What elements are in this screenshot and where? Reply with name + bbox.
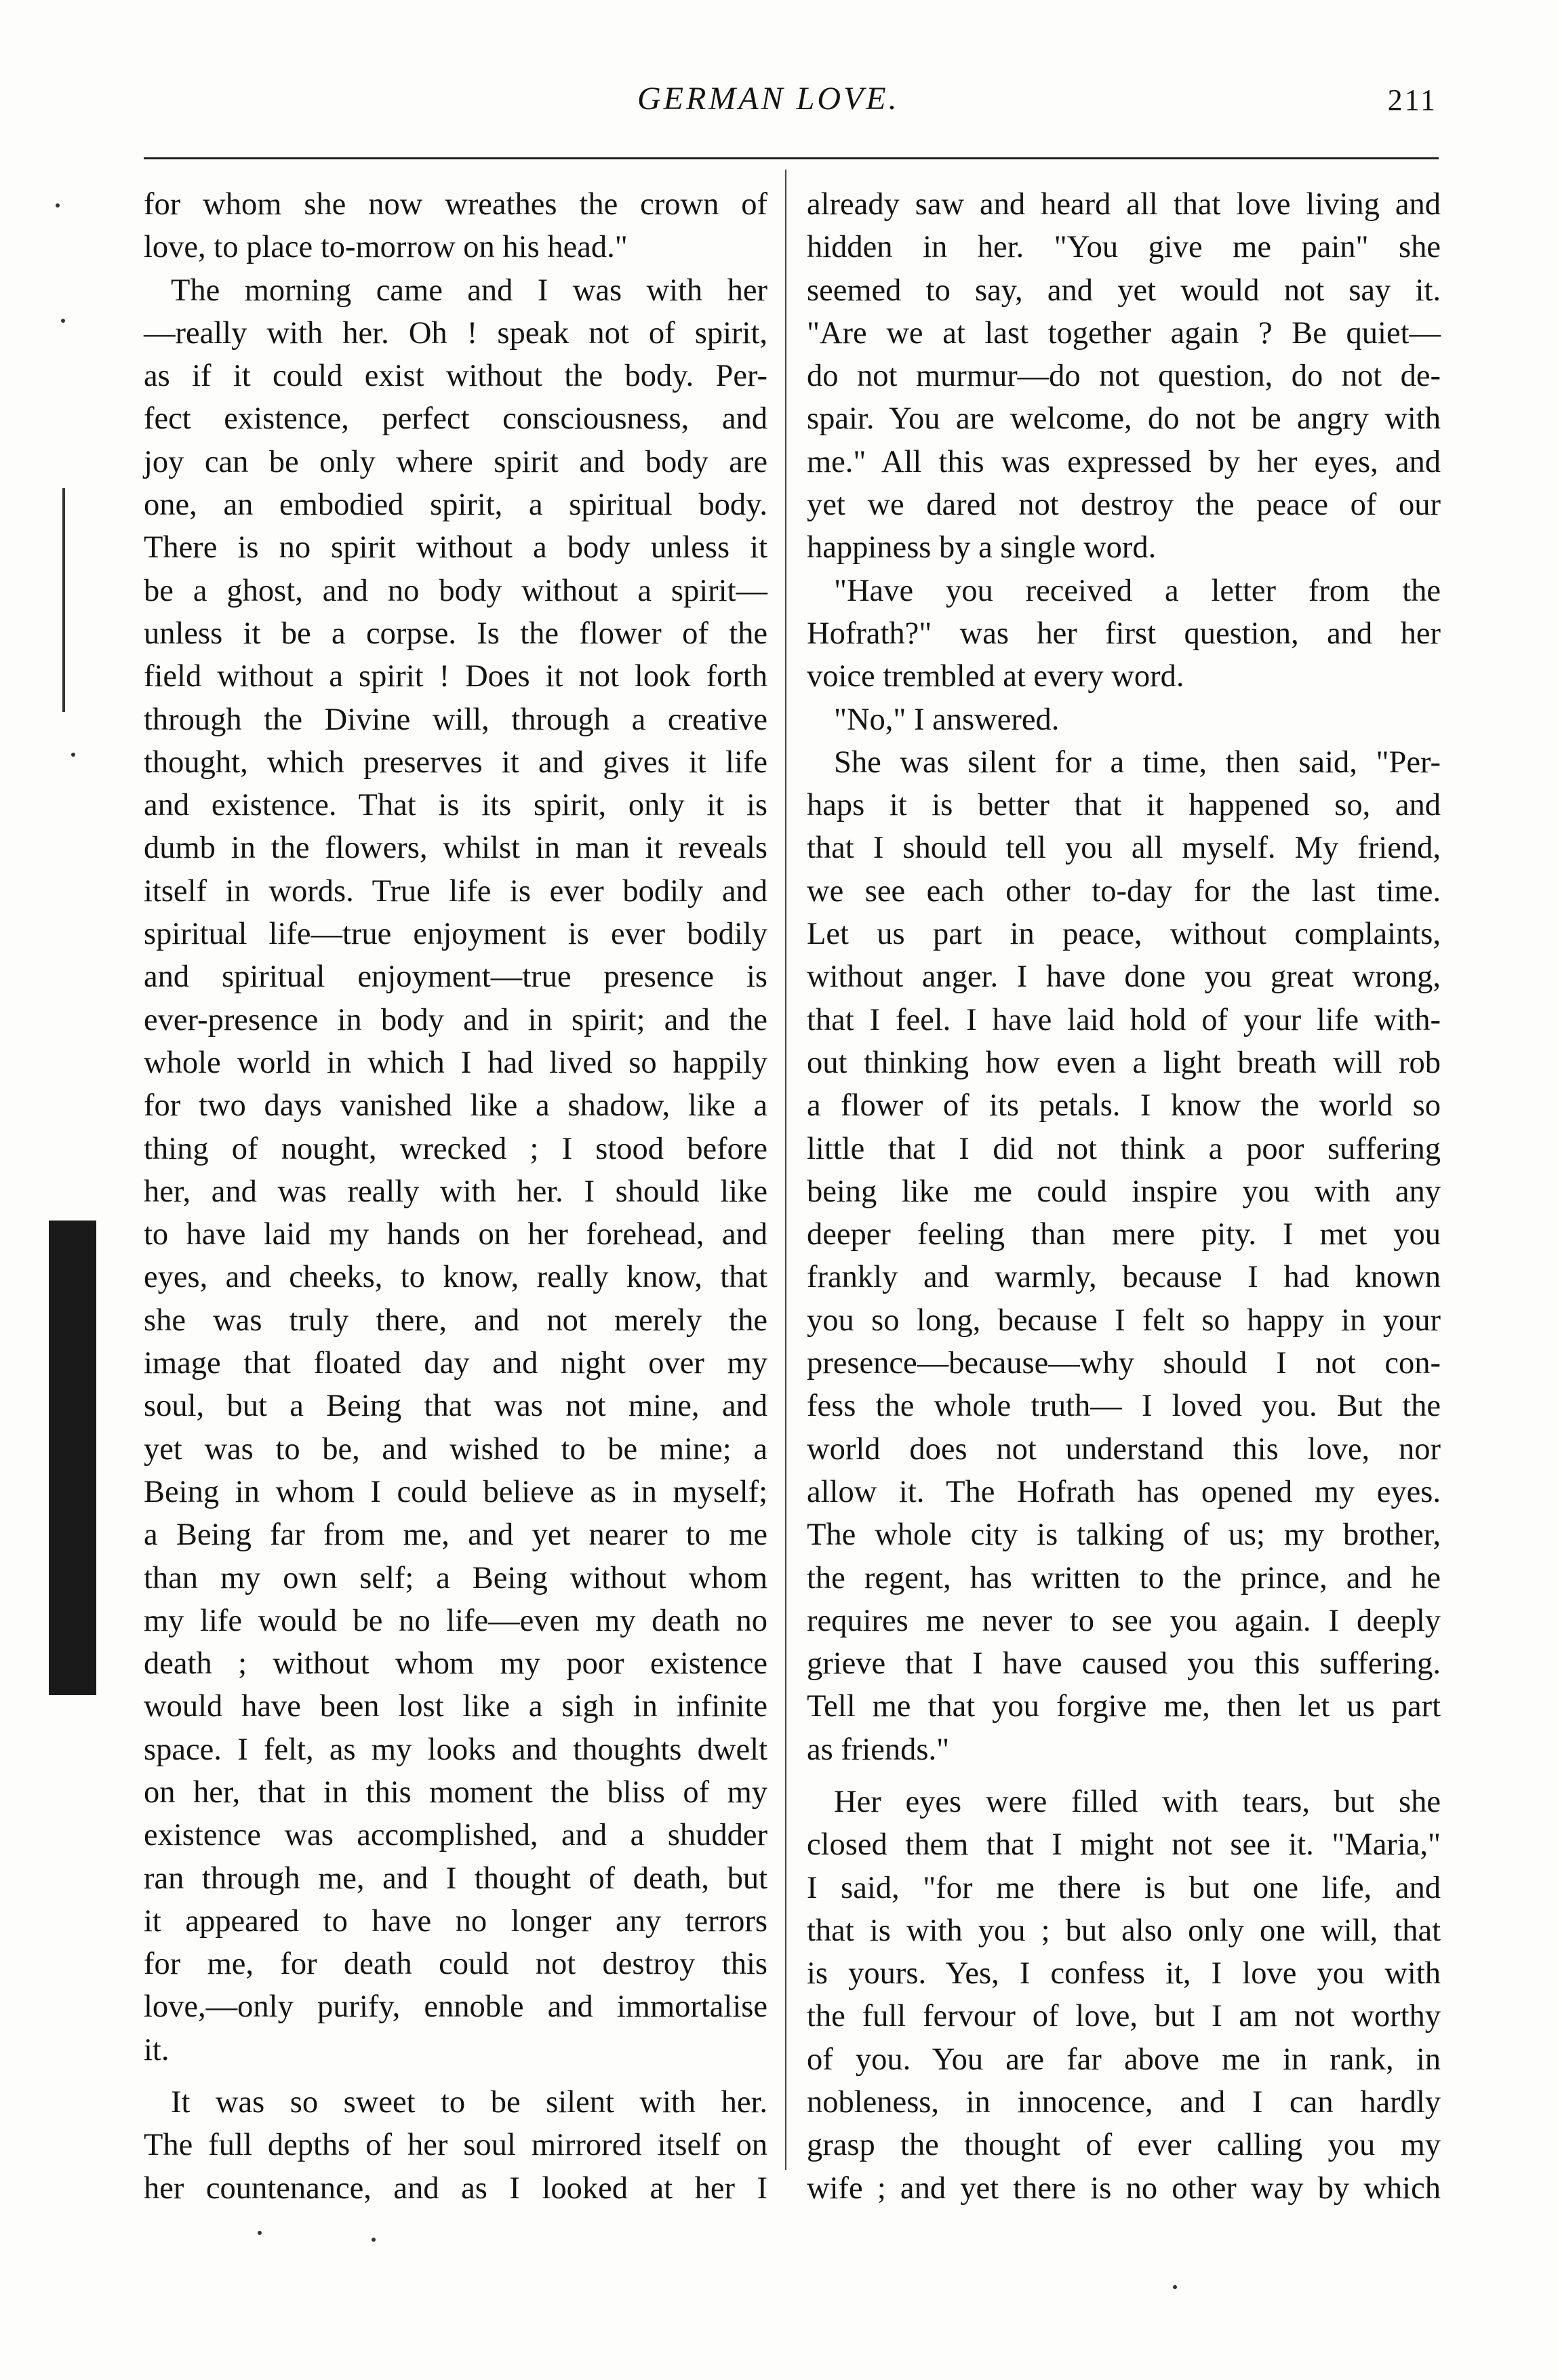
text-line: Tell me that you forgive me, then let us part [807,1689,1441,1724]
text-line: Her eyes were filled with tears, but she [834,1784,1441,1819]
text-line: than my own self; a Being without whom [144,1560,767,1595]
text-line: seemed to say, and yet would not say it. [807,273,1441,308]
text-line: and spiritual enjoyment—true presence is [144,959,767,995]
text-line: I said, "for me there is but one life, and [807,1870,1441,1905]
text-line: it. [144,2032,169,2067]
text-line: She was silent for a time, then said, "Per- [834,745,1441,780]
running-head-title: GERMAN LOVE. [637,81,900,117]
text-line: "Are we at last together again ? Be quiet— [807,315,1441,351]
text-line: unless it be a corpse. Is the flower of the [144,616,767,651]
text-line: and existence. That is its spirit, only it is [144,788,767,823]
text-line: do not murmur—do not question, do not de- [807,359,1441,394]
scan-speck [1173,2285,1177,2289]
text-line: presence—because—why should I not con- [807,1346,1441,1381]
right-column [807,183,1441,2210]
text-line: death ; without whom my poor existence [144,1646,767,1682]
text-line: field without a spirit ! Does it not look forth [144,659,767,694]
text-line: as friends." [807,1732,950,1767]
text-line: eyes, and cheeks, to know, really know, that [144,1260,767,1295]
paragraph-gap [144,2071,767,2081]
text-line: be a ghost, and no body without a spirit— [144,573,767,608]
text-line: on her, that in this moment the bliss of my [144,1774,767,1810]
text-line: for two days vanished like a shadow, like a [144,1088,767,1124]
text-line: without anger. I have done you great wrong, [807,959,1441,995]
text-line: little that I did not think a poor suffering [807,1131,1441,1166]
text-line: deeper feeling than mere pity. I met you [807,1217,1441,1252]
text-line: the full fervour of love, but I am not worthy [807,1999,1441,2034]
text-line: love,—only purify, ennoble and immortalise [144,1989,767,2025]
text-line: already saw and heard all that love living and [807,187,1441,222]
margin-scan-mark [62,488,65,712]
text-line: yet was to be, and wished to be mine; a [144,1431,767,1467]
text-line: The morning came and I was with her [171,273,767,308]
scan-speck [372,2238,376,2242]
text-line: that is with you ; but also only one will, that [807,1913,1441,1948]
text-line: for whom she now wreathes the crown of [144,187,767,222]
text-line: a Being far from me, and yet nearer to me [144,1518,767,1553]
text-line: voice trembled at every word. [807,659,1184,694]
text-line: itself in words. True life is ever bodily and [144,873,767,909]
margin-scan-bar [49,1221,96,1695]
scan-speck [56,203,60,207]
text-line: Being in whom I could believe as in myself; [144,1474,767,1509]
text-line: through the Divine will, through a creative [144,702,767,737]
text-line: she was truly there, and not merely the [144,1303,767,1338]
text-line: "No," I answered. [834,702,1060,737]
running-head [149,80,1437,127]
text-line: love, to place to-morrow on his head." [144,230,628,265]
text-line: thing of nought, wrecked ; I stood before [144,1131,767,1166]
text-line: closed them that I might not see it. "Maria," [807,1827,1441,1863]
scan-speck [61,319,65,323]
text-line: requires me never to see you again. I deeply [807,1603,1441,1638]
text-line: Let us part in peace, without complaints, [807,917,1441,952]
text-line: yet we dared not destroy the peace of our [807,488,1441,523]
text-line: me." All this was expressed by her eyes, and [807,444,1441,479]
text-line: out thinking how even a light breath will rob [807,1045,1441,1080]
scan-speck [71,753,75,757]
text-line: that I should tell you all myself. My friend, [807,831,1441,866]
text-line: we see each other to-day for the last time. [807,873,1441,909]
text-line: of you. You are far above me in rank, in [807,2042,1441,2077]
text-line: ever-presence in body and in spirit; and the [144,1002,767,1037]
text-line: It was so sweet to be silent with her. [171,2085,767,2120]
text-line: grasp the thought of ever calling you my [807,2128,1441,2163]
page-number: 211 [1387,83,1437,117]
scan-speck [258,2231,262,2235]
text-line: to have laid my hands on her forehead, and [144,1217,767,1252]
text-line: fect existence, perfect consciousness, and [144,401,767,437]
text-line: the regent, has written to the prince, and he [807,1560,1441,1595]
text-line: being like me could inspire you with any [807,1174,1441,1209]
text-line: The whole city is talking of us; my brother, [807,1518,1441,1553]
text-line: her countenance, and as I looked at her I [144,2170,767,2206]
text-line: frankly and warmly, because I had known [807,1260,1441,1295]
column-divider [785,170,786,2170]
text-line: world does not understand this love, nor [807,1431,1441,1467]
text-line: is yours. Yes, I confess it, I love you with [807,1956,1441,1991]
text-line: hidden in her. "You give me pain" she [807,230,1441,265]
text-line: There is no spirit without a body unless it [144,530,767,566]
left-column [144,183,767,2210]
text-line: ran through me, and I thought of death, but [144,1861,767,1896]
text-line: "Have you received a letter from the [834,573,1441,608]
text-line: space. I felt, as my looks and thoughts dwelt [144,1732,767,1767]
text-line: existence was accomplished, and a shudder [144,1818,767,1853]
text-line: thought, which preserves it and gives it life [144,745,767,780]
text-line: The full depths of her soul mirrored itself on [144,2128,767,2163]
text-line: fess the whole truth— I loved you. But the [807,1389,1441,1424]
text-line: soul, but a Being that was not mine, and [144,1389,767,1424]
text-line: a flower of its petals. I know the world so [807,1088,1441,1124]
text-line: one, an embodied spirit, a spiritual body. [144,488,767,523]
text-line: dumb in the flowers, whilst in man it reveals [144,831,767,866]
text-line: Hofrath?" was her first question, and her [807,616,1441,651]
text-line: nobleness, in innocence, and I can hardly [807,2085,1441,2120]
text-line: image that floated day and night over my [144,1346,767,1381]
text-line: would have been lost like a sigh in infinite [144,1689,767,1724]
text-line: haps it is better that it happened so, and [807,788,1441,823]
text-line: happiness by a single word. [807,530,1157,566]
text-line: for me, for death could not destroy this [144,1947,767,1982]
text-line: —really with her. Oh ! speak not of spirit, [144,315,767,351]
text-line: that I feel. I have laid hold of your life with- [807,1002,1441,1037]
text-line: her, and was really with her. I should like [144,1174,767,1209]
text-line: spair. You are welcome, do not be angry with [807,401,1441,437]
text-line: spiritual life—true enjoyment is ever bodily [144,917,767,952]
paragraph-gap [807,1771,1441,1781]
text-line: whole world in which I had lived so happily [144,1045,767,1080]
text-line: as if it could exist without the body. Per- [144,359,767,394]
text-line: you so long, because I felt so happy in your [807,1303,1441,1338]
text-line: joy can be only where spirit and body are [144,444,767,479]
text-line: wife ; and yet there is no other way by which [807,2170,1441,2206]
text-line: grieve that I have caused you this suffering. [807,1646,1441,1682]
text-line: it appeared to have no longer any terrors [144,1903,767,1939]
text-line: my life would be no life—even my death no [144,1603,767,1638]
text-line: allow it. The Hofrath has opened my eyes. [807,1474,1441,1509]
header-rule [144,157,1439,159]
